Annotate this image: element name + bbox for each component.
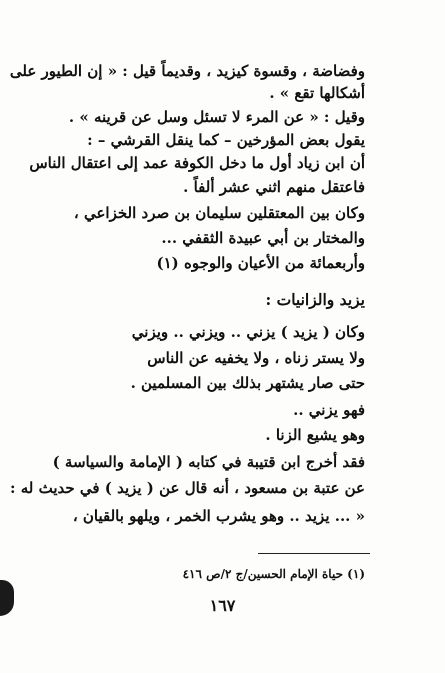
body-line-5: أن ابن زياد أول ما دخل الكوفة عمد إلى اعتقال الناس: [29, 154, 365, 172]
body-line-2: أشكالها تقع » .: [269, 84, 365, 102]
section-heading: يزيد والزانيات :: [265, 290, 365, 309]
body-line-8: والمختار بن أبي عبيدة الثقفي ...: [161, 229, 365, 247]
section-line-7: عن عتبة بن مسعود ، أنه قال عن ( يزيد ) في حديث له :: [10, 479, 365, 497]
body-line-6: فاعتقل منهم اثني عشر ألفاً .: [183, 178, 365, 196]
body-line-1: وفضاضة ، وقسوة كيزيد ، وقديماً قيل : « إن الطيور على: [9, 62, 365, 80]
footnote-separator: [258, 553, 370, 554]
body-line-4: يقول بعض المؤرخين – كما ينقل القرشي – :: [87, 131, 365, 149]
body-line-7: وكان بين المعتقلين سليمان بن صرد الخزاعي ،: [73, 204, 365, 222]
footnote: (١) حياة الإمام الحسين/ج ٢/ص ٤١٦: [182, 567, 365, 581]
body-line-3: وقيل : « عن المرء لا تسئل وسل عن قرينه » .: [68, 108, 365, 126]
section-line-5: وهو يشيع الزنا .: [265, 426, 365, 444]
section-line-1: وكان ( يزيد ) يزني .. ويزني .. ويزني: [131, 323, 365, 341]
section-line-2: ولا يستر زناه ، ولا يخفيه عن الناس: [147, 349, 365, 367]
page-number: ١٦٧: [209, 596, 236, 615]
body-line-9: وأربعمائة من الأعيان والوجوه (١): [156, 254, 365, 272]
section-line-3: حتى صار يشتهر بذلك بين المسلمين .: [130, 374, 365, 392]
section-line-6: فقد أخرج ابن قتيبة في كتابه ( الإمامة والسياسة ): [52, 453, 365, 471]
section-line-4: فهو يزني ..: [293, 401, 365, 419]
section-line-8: « ... يزيد .. وهو يشرب الخمر ، ويلهو بالقيان ،: [72, 507, 365, 525]
